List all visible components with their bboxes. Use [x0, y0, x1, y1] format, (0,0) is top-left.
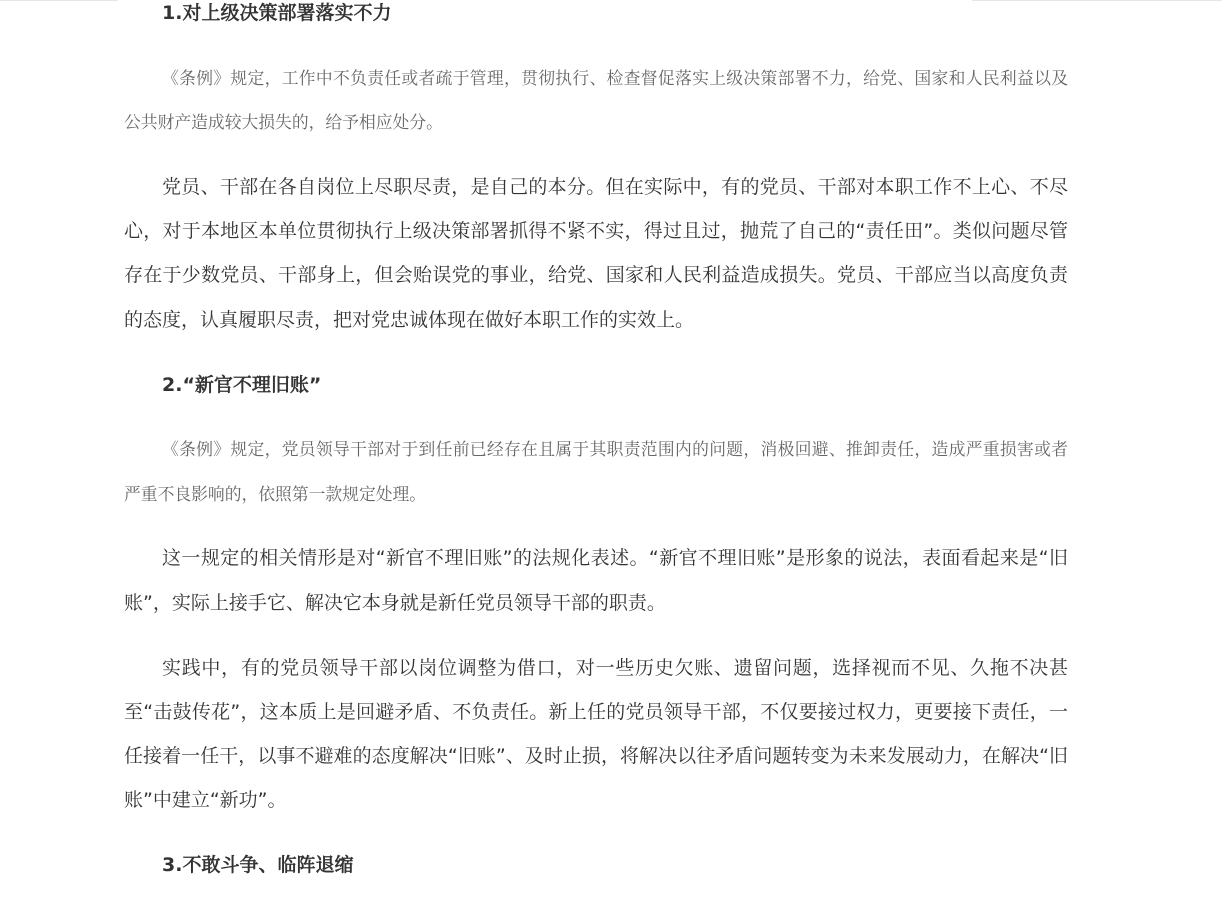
section-heading-3: 3.不敢斗争、临阵退缩	[162, 854, 354, 877]
regulation-quote-1: 《条例》规定，工作中不负责任或者疏于管理，贯彻执行、检查督促落实上级决策部署不力，给党、国家和人民利益以及公共财产造成较大损失的，给予相应处分。	[124, 67, 1068, 133]
section-heading-2: 2.“新官不理旧账”	[162, 373, 322, 396]
body-paragraph: 这一规定的相关情形是对“新官不理旧账”的法规化表述。“新官不理旧账”是形象的说法，表面看起来是“旧账”，实际上接手它、解决它本身就是新任党员领导干部的职责。	[124, 547, 1068, 614]
regulation-quote-2: 《条例》规定，党员领导干部对于到任前已经存在且属于其职责范围内的问题，消极回避、推卸责任，造成严重损害或者严重不良影响的，依照第一款规定处理。	[124, 439, 1068, 504]
top-divider-left	[0, 0, 118, 1]
section-heading-1: 1.对上级决策部署落实不力	[162, 2, 392, 24]
body-paragraph: 实践中，有的党员领导干部以岗位调整为借口，对一些历史欠账、遗留问题，选择视而不见、久拖不决甚至“击鼓传花”，这本质上是回避矛盾、不负责任。新上任的党员领导干部，不仅要接过权力，更要接下责任，一任接着一任干，以事不避难的态度解决“旧账”、及时止损，将解决以往矛盾问题转变为未来发展动力，在解决“旧账”中建立“新功”。	[124, 656, 1068, 812]
body-paragraph: 党员、干部在各自岗位上尽职尽责，是自己的本分。但在实际中，有的党员、干部对本职工作不上心、不尽心，对于本地区本单位贯彻执行上级决策部署抓得不紧不实，得过且过，抛荒了自己的“责任田”。类似问题尽管存在于少数党员、干部身上，但会贻误党的事业，给党、国家和人民利益造成损失。党员、干部应当以高度负责的态度，认真履职尽责，把对党忠诚体现在做好本职工作的实效上。	[124, 175, 1068, 331]
article-body	[124, 0, 1068, 908]
